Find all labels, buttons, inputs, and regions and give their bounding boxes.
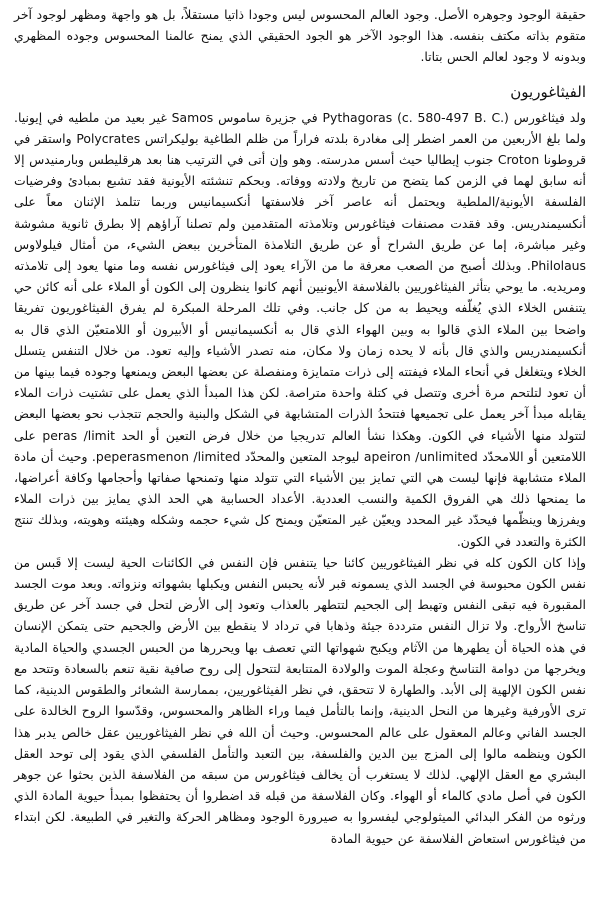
- body-paragraph-2: وإذا كان الكون كله في نظر الفيثاغوريين كائنا حيا يتنفس فإن النفس في الكائنات الحية ليست إلا قَبس من نفس الكون محبوسة في الجسد الذي يسمونه قبر لأنه يحبس النفس ويكبلها بشهواته ونزواته. وبعد موت الجسد المقبورة فيه تبقى النفس وتهبط إلى الجحيم لتتطهر بالعذاب وتعود إلى الأرض لتحل في جسد آخر عن طريق تناسخ الأرواح. ولا تزال النفس مترددة جيئة وذهابا في ترداد لا ينقطع بين الأرض والجحيم حتى يتمكن الإنسان في هذه الحياة أن يطهرها من الآثام ويكبح شهواتها التي تعصف بها ويحررها من الحبس الجسدي والحياة المادية ويخرجها من دوامة التناسخ وعجلة الموت والولادة المتتابعة لتتحول إلى روح صافية نقية تنعم بالسعادة وتتحد مع نفس الكون الإلهية إلى الأبد. والطهارة لا تتحقق، في نظر الفيثاغوريين، بممارسة الشعائر والطقوس الدينية، كما ترى الأورفية وغيرها من النحل الدينية، وإنما بالتأمل فيما وراء الظاهر والمحسوس، وقدّسوا الروح الخالدة على الجسد الفاني وعالم المعقول على عالم المحسوس. وحيث أن الله في نظر الفيثاغوريين عقل خالص يدبر هذا الكون وينظمه مالوا إلى المزج بين الدين والفلسفة، بين التعبد والتأمل الفلسفي الذي يقود إلى توحد العقل البشري مع العقل الإلهي. لذلك لا يستغرب أن يخالف فيثاغورس من سبقه من الفلاسفة الذين بحثوا عن جوهر الكون في أصل مادي كالماء أو الهواء. وكان الفلاسفة من قبله قد اضطروا أن يحتفظوا بمبدأ حيوية المادة الذي ورثوه من الفكر البدائي الميثولوجي ليفسروا به صيرورة الوجود ومظاهر الحركة والتغير في الطبيعة. لكن ابتداء من فيثاغورس استعاض الفلاسفة عن حيوية المادة: [14, 554, 586, 846]
- section-heading: الفيثاغوريون: [510, 82, 586, 101]
- intro-paragraph: حقيقة الوجود وجوهره الأصل. وجود العالم المحسوس ليس وجودا ذاتيا مستقلاً، بل هو واجهة ومظهر لوجود آخر متقوم بذاته مكتف بنفسه. هذا الوجود الآخر هو الجود الحقيقي الذي يمنح عالمنا المحسوس وجوده المظهري وبدونه لا وجود لعالم الحس بتاتا.: [14, 7, 586, 65]
- body-paragraph-1: ولد فيثاغورس Pythagoras (c. 580-497 B. C.) في جزيرة ساموس Samos غير بعيد من ملطيه في إيونيا. ولما بلغ الأربعين من العمر اضطر إلى مغادرة بلدته فراراً من ظلم الطاغية بوليكراتس Polycrates واستقر في قروطونا Croton جنوب إيطاليا حيث أسس مدرسته. وهو وإن أتى في الترتيب هنا بعد هرقليطس وبارمنيدس إلا أنه سابق لهما في الزمن كما يتضح من تاريخ ولادته ووفاته. وبحكم تنشئته الأيونية فقد تشبع بمبادئ وفرضيات الفلسفة الأيونية/الملطية ويحتمل أنه عاصر آخر فلاسفتها أنكسيمانيس وربما تتلمذ الإثنان معاً على أنكسيمندريس. وقد فقدت مصنفات فيثاغورس وتلامذته المتقدمين ولم تصلنا آراؤهم إلا بطرق ثانوية مشوشة وغير مباشرة، إما عن طريق الشراح أو عن طريق التلامذة المتأخرين ببعض الشيء، من أمثال فيلولاوس Philolaus. وبذلك أصبح من الصعب معرفة ما من الآراء يعود إلى فيثاغورس نفسه وما منها يعود إلى تلامذته ومريديه. ما يوحي بتأثر الفيثاغوريين بالفلاسفة الأيونيين أنهم كانوا ينظرون إلى الكون أو الملاء على أنه كائن حي يتنفس الخلاء الذي يُغلّفه ويحيط به من كل جانب. وفي تلك المرحلة المبكرة لم يفرق الفيثاغوريون تفريقا واضحا بين الملاء الذي قالوا به وبين الهواء الذي قال به أنكسيمانيس أو الأبيرون أو اللامتعيّن الذي قال به أنكسيمندريس والذي قال بأنه لا يحده زمان ولا مكان، منه تصدر الأشياء وإليه تعود. من خلال التنفس يتسلل الخلاء ويتغلغل في أنحاء الملاء فيفتته إلى ذرات متمايزة ومنفصلة عن بعضها البعض ويمنعها وجوده فيما بينها من أن تعود لتلتحم مرة أخرى وتتصل في كتلة واحدة متراصة. لكن هذا المبدأ الذي يعمل على تشتيت ذرات الملاء يقابله مبدأ آخر يعمل على تجميعها فتتحدُ الذرات المتشابهة في الشكل والبنية والحجم تتجذب نحو بعضها البعض لتتولد منها الأشياء في الكون. وهكذا نشأ العالم تدريجيا من خلال فرض التعين أو الحد peras /limit على اللامتعين أو اللامحدّد apeiron /unlimited ليوجد المتعين والمحدّد peperasmenon /limited. وحيث أن مادة الملاء متشابهة فإنها ليست هي التي تمايز بين الأشياء التي تتولد منها وتمنحها صفاتها وأحجامها وكافة أعراضها، ما يمنحها ذلك هي الفروق الكمية والنسب العددية. الأعداد الحسابية هي الحد الذي يمايز بين ذرات الملاء ويفرزها وينظّمها فيحدّد غير المحدد ويعيّن غير المتعيّن ويمنح كل شيء حجمه وشكله وهيئته وهويته، وبذلك تنتج الكثرة والتعدد في الكون.: [14, 109, 587, 549]
